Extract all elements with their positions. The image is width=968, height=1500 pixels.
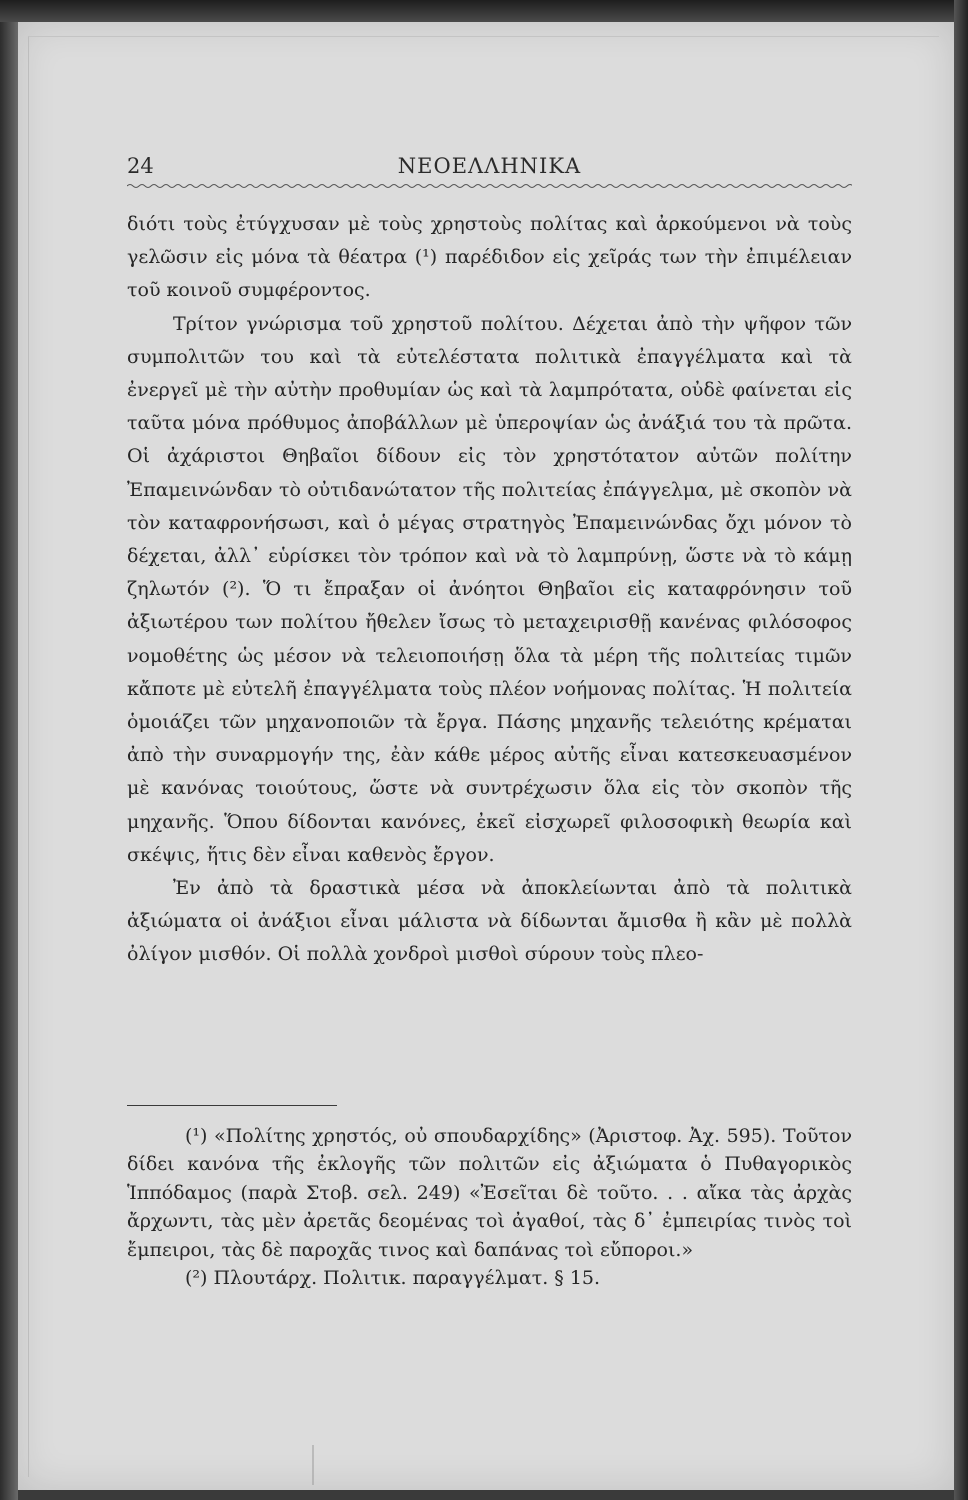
header-wavy-rule (127, 182, 852, 190)
running-title: ΝΕΟΕΛΛΗΝΙΚΑ (397, 154, 582, 178)
page-number: 24 (127, 154, 154, 178)
scan-top-edge (0, 0, 968, 22)
paragraph-1: διότι τοὺς ἐτύγχυσαν μὲ τοὺς χρηστοὺς πολίτας καὶ ἀρκούμενοι νὰ τοὺς γελῶσιν εἰς μόνα τὰ θέατρα (¹) παρέδιδον εἰς χεῖράς των τὴν ἐπιμέλειαν τοῦ κοινοῦ συμφέροντος. (127, 213, 852, 302)
paragraph-2: Τρίτον γνώρισμα τοῦ χρηστοῦ πολίτου. Δέχεται ἀπὸ τὴν ψῆφον τῶν συμπολιτῶν του καὶ τὰ εὐτελέστατα πολιτικὰ ἐπαγγέλματα καὶ τὰ ἐνεργεῖ μὲ τὴν αὐτὴν προθυμίαν ὡς καὶ τὰ λαμπρότατα, οὐδὲ φαίνεται εἰς ταῦτα μόνα πρόθυμος ἀποβάλλων μὲ ὑπεροψίαν ὡς ἀνάξιά του τὰ πρῶτα. Οἱ ἀχάριστοι Θηβαῖοι δίδουν εἰς τὸν χρηστότατον αὐτῶν πολίτην Ἐπαμεινώνδαν τὸ οὐτιδανώτατον τῆς πολιτείας ἐπάγγελμα, μὲ σκοπὸν νὰ τὸν καταφρονήσωσι, καὶ ὁ μέγας στρατηγὸς Ἐπαμεινώνδας ὄχι μόνον τὸ δέχεται, ἀλλ᾽ εὑρίσκει τὸν τρόπον καὶ νὰ τὸ λαμπρύνῃ, ὥστε νὰ τὸ κάμῃ ζηλωτόν (²). Ὅ τι ἔπραξαν οἱ ἀνόητοι Θηβαῖοι εἰς καταφρόνησιν τοῦ ἀξιωτέρου των πολίτου ἤθελεν ἴσως τὸ μεταχειρισθῇ κανένας φιλόσοφος νομοθέτης ὡς μέσον νὰ τελειοποιήσῃ ὅλα τὰ μέρη τῆς πολιτείας τιμῶν κἄποτε μὲ εὐτελῆ ἐπαγγέλματα τοὺς πλέον νοήμονας πολίτας. Ἡ πολιτεία ὁμοιάζει τῶν μηχανοποιῶν τὰ ἔργα. Πάσης μηχανῆς τελειότης κρέμαται ἀπὸ τὴν συναρμογήν της, ἐὰν κάθε μέρος αὐτῆς εἶναι κατεσκευασμένον μὲ κανόνας τοιούτους, ὥστε νὰ συντρέχωσιν ὅλα εἰς τὸν σκοπὸν τῆς μηχανῆς. Ὅπου δίδονται κανόνες, ἐκεῖ εἰσχωρεῖ φιλοσοφικὴ θεωρία καὶ σκέψις, ἥτις δὲν εἶναι καθενὸς ἔργον. (127, 312, 852, 866)
page-header (127, 150, 852, 184)
paragraph-3: Ἐν ἀπὸ τὰ δραστικὰ μέσα νὰ ἀποκλείωνται ἀπὸ τὰ πολιτικὰ ἀξιώματα οἱ ἀνάξιοι εἶναι μάλιστα νὰ δίδωνται ἄμισθα ἢ κἂν μὲ πολλὰ ὀλίγον μισθόν. Οἱ πολλὰ χονδροὶ μισθοὶ σύρουν τοὺς πλεο- (127, 877, 852, 966)
main-text (127, 208, 852, 972)
footnote-2: (²) Πλουτάρχ. Πολιτικ. παραγγέλματ. § 15. (185, 1267, 601, 1290)
footnotes (127, 1122, 852, 1292)
book-spine-edge (0, 22, 18, 1500)
scan-artifact-mark (312, 1445, 314, 1485)
footnote-separator (127, 1105, 337, 1106)
scan-right-edge (954, 0, 968, 1500)
footnote-1: (¹) «Πολίτης χρηστός, οὐ σπουδαρχίδης» (Ἀριστοφ. Ἀχ. 595). Τοῦτον δίδει κανόνα τῆς ἐκλογῆς τῶν πολιτῶν εἰς ἀξιώματα ὁ Πυθαγορικὸς Ἱππόδαμος (παρὰ Στοβ. σελ. 249) «Ἐσεῖται δὲ τοῦτο. . . αἴκα τὰς ἀρχὰς ἄρχωντι, τὰς μὲν ἀρετᾶς δεομένας τοὶ ἀγαθοί, τὰς δ᾽ ἐμπειρίας τινὸς τοὶ ἔμπειροι, τὰς δὲ παροχᾶς τινος καὶ δαπάνας τοὶ εὔποροι.» (127, 1125, 852, 1261)
